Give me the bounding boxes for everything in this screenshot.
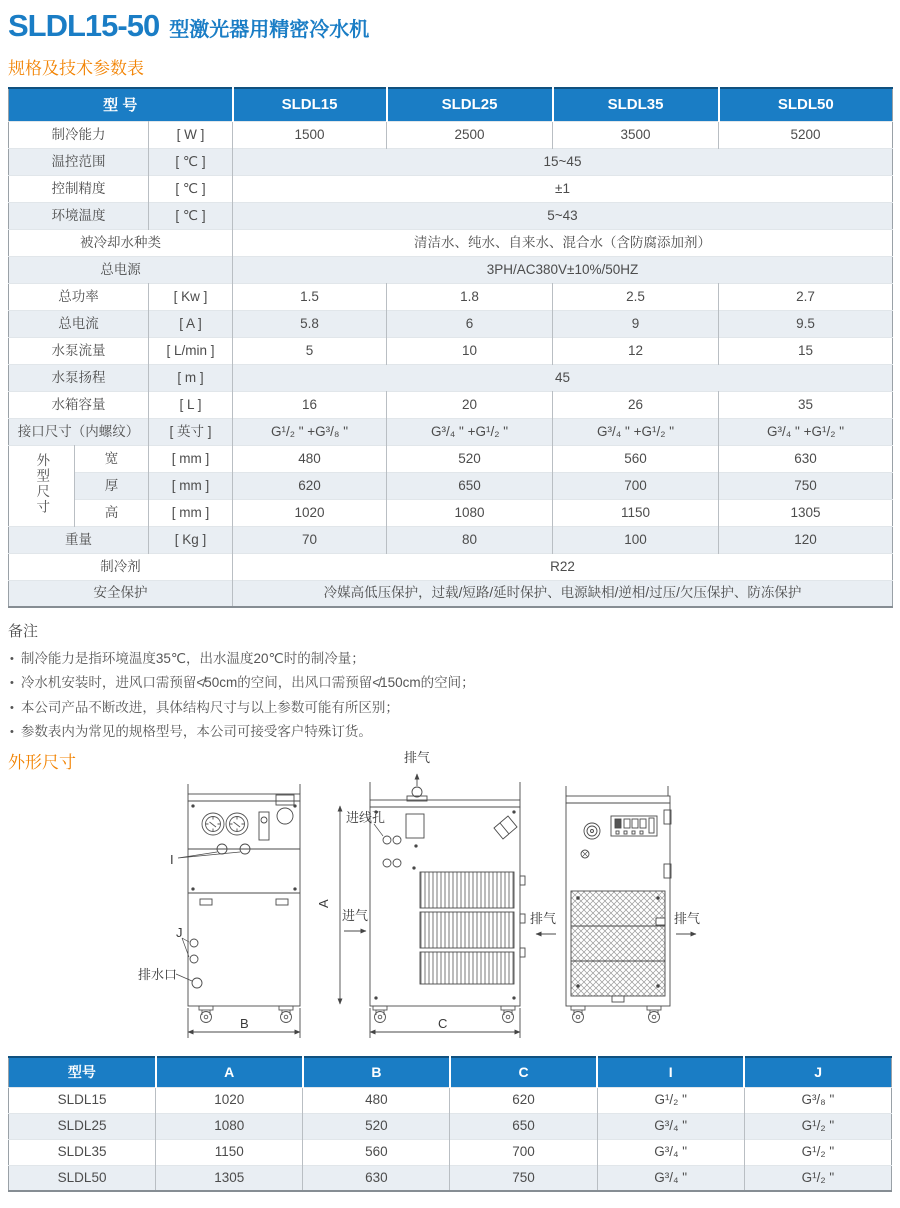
spec-param-label: 总电源 [9, 256, 233, 283]
spec-header-model: SLDL25 [387, 88, 553, 121]
exhaust-top-label: 排气 [404, 750, 431, 766]
dim-value-cell: G³/₈ " [744, 1087, 891, 1113]
dim-value-cell: G³/₄ " [597, 1165, 744, 1191]
spec-span-value: 3PH/AC380V±10%/50HZ [233, 256, 893, 283]
dim-header-cell: I [597, 1057, 744, 1087]
dim-value-cell: 1080 [156, 1113, 303, 1139]
dim-value-cell: 1305 [156, 1165, 303, 1191]
spec-section-title: 规格及技术参数表 [8, 59, 144, 78]
spec-value: 2500 [387, 121, 553, 148]
spec-unit: [ m ] [149, 364, 233, 391]
spec-value: 100 [553, 526, 719, 553]
intake-label: 进气 [342, 908, 369, 924]
spec-sub-label: 高 [75, 499, 149, 526]
spec-unit: [ mm ] [149, 499, 233, 526]
label-j: J [176, 925, 183, 941]
spec-param-label: 制冷能力 [9, 121, 149, 148]
spec-row [9, 445, 893, 472]
dim-model-cell: SLDL50 [9, 1165, 156, 1191]
spec-row [9, 148, 893, 175]
spec-sub-label: 厚 [75, 472, 149, 499]
cable-hole-label: 进线孔 [346, 810, 386, 826]
spec-unit: [ L/min ] [149, 337, 233, 364]
dim-row [9, 1113, 892, 1139]
spec-row [9, 418, 893, 445]
note-item: • 本公司产品不断改进，具体结构尺寸与以上参数可能有所区别； [8, 696, 892, 720]
outline-section [8, 746, 892, 1050]
spec-row [9, 499, 893, 526]
spec-value: G³/₄ " +G¹/₂ " [387, 418, 553, 445]
spec-header-model: SLDL50 [719, 88, 893, 121]
spec-row [9, 364, 893, 391]
dim-model-cell: SLDL35 [9, 1139, 156, 1165]
dim-c-label: C [438, 1016, 448, 1032]
spec-param-label: 水泵扬程 [9, 364, 149, 391]
spec-value: 620 [233, 472, 387, 499]
spec-row [9, 310, 893, 337]
spec-unit: [ W ] [149, 121, 233, 148]
spec-unit: [ Kg ] [149, 526, 233, 553]
spec-span-value: ±1 [233, 175, 893, 202]
notes-list [8, 647, 892, 744]
spec-value: 5200 [719, 121, 893, 148]
dim-value-cell: 560 [303, 1139, 450, 1165]
spec-value: 5.8 [233, 310, 387, 337]
spec-row [9, 229, 893, 256]
spec-row [9, 337, 893, 364]
exhaust-left-label: 排气 [530, 911, 557, 927]
spec-sub-label: 宽 [75, 445, 149, 472]
dim-value-cell: 520 [303, 1113, 450, 1139]
dim-header-cell: B [303, 1057, 450, 1087]
spec-unit: [ L ] [149, 391, 233, 418]
product-title-suffix: 型激光器用精密冷水机 [169, 19, 370, 41]
spec-value: 20 [387, 391, 553, 418]
outline-section-title: 外形尺寸 [8, 753, 76, 773]
spec-param-label: 安全保护 [9, 580, 233, 607]
notes-section [8, 620, 892, 744]
dim-header-cell: 型号 [9, 1057, 156, 1087]
spec-row [9, 175, 893, 202]
spec-header-model: SLDL35 [553, 88, 719, 121]
dim-header-cell: C [450, 1057, 597, 1087]
spec-param-label: 制冷剂 [9, 553, 233, 580]
spec-value: 2.7 [719, 283, 893, 310]
dim-value-cell: 750 [450, 1165, 597, 1191]
outline-drawings [8, 746, 892, 1046]
dim-header-cell: A [156, 1057, 303, 1087]
spec-value: 1150 [553, 499, 719, 526]
spec-header-row [9, 88, 893, 121]
spec-value: 6 [387, 310, 553, 337]
spec-value: 10 [387, 337, 553, 364]
spec-param-label: 被冷却水种类 [9, 229, 233, 256]
spec-value: 560 [553, 445, 719, 472]
spec-span-value: 清洁水、纯水、自来水、混合水（含防腐添加剂） [233, 229, 893, 256]
product-model-title: SLDL15-50 [8, 8, 160, 43]
spec-value: 5 [233, 337, 387, 364]
spec-unit: [ 英寸 ] [149, 418, 233, 445]
spec-value: G¹/₂ " +G³/₈ " [233, 418, 387, 445]
spec-row [9, 391, 893, 418]
spec-row [9, 256, 893, 283]
note-item: • 冷水机安装时，进风口需预留≮50cm的空间，出风口需预留≮150cm的空间； [8, 671, 892, 695]
spec-span-value: 冷媒高低压保护，过载/短路/延时保护、电源缺相/逆相/过压/欠压保护、防冻保护 [233, 580, 893, 607]
spec-value: 1080 [387, 499, 553, 526]
spec-param-label: 水箱容量 [9, 391, 149, 418]
dim-value-cell: G³/₄ " [597, 1113, 744, 1139]
spec-value: G³/₄ " +G¹/₂ " [553, 418, 719, 445]
dim-value-cell: 700 [450, 1139, 597, 1165]
spec-unit: [ ℃ ] [149, 148, 233, 175]
spec-row [9, 202, 893, 229]
spec-row [9, 553, 893, 580]
spec-param-label: 总功率 [9, 283, 149, 310]
spec-span-value: 15~45 [233, 148, 893, 175]
spec-param-label: 重量 [9, 526, 149, 553]
spec-value: 120 [719, 526, 893, 553]
dim-value-cell: 1150 [156, 1139, 303, 1165]
spec-param-label: 控制精度 [9, 175, 149, 202]
spec-value: 3500 [553, 121, 719, 148]
label-i: I [170, 852, 174, 868]
spec-value: 650 [387, 472, 553, 499]
dim-header-row [9, 1057, 892, 1087]
dim-value-cell: G¹/₂ " [744, 1165, 891, 1191]
spec-value: 1.8 [387, 283, 553, 310]
dim-model-cell: SLDL15 [9, 1087, 156, 1113]
spec-value: 1305 [719, 499, 893, 526]
spec-value: 15 [719, 337, 893, 364]
spec-span-value: 5~43 [233, 202, 893, 229]
spec-value: 16 [233, 391, 387, 418]
dim-row [9, 1087, 892, 1113]
dim-value-cell: 620 [450, 1087, 597, 1113]
dim-b-label: B [240, 1016, 249, 1032]
spec-value: 12 [553, 337, 719, 364]
front-view-drawing [536, 786, 696, 1023]
dim-header-cell: J [744, 1057, 891, 1087]
spec-unit: [ ℃ ] [149, 202, 233, 229]
dimension-table [8, 1056, 892, 1192]
dim-value-cell: G¹/₂ " [597, 1087, 744, 1113]
spec-value: 70 [233, 526, 387, 553]
spec-unit: [ Kw ] [149, 283, 233, 310]
spec-header-model-label: 型 号 [9, 88, 233, 121]
spec-value: 26 [553, 391, 719, 418]
spec-span-value: 45 [233, 364, 893, 391]
spec-value: 630 [719, 445, 893, 472]
spec-param-label: 温控范围 [9, 148, 149, 175]
spec-value: 9 [553, 310, 719, 337]
spec-value: 1.5 [233, 283, 387, 310]
spec-value: G³/₄ " +G¹/₂ " [719, 418, 893, 445]
spec-value: 2.5 [553, 283, 719, 310]
spec-unit: [ mm ] [149, 472, 233, 499]
spec-span-value: R22 [233, 553, 893, 580]
spec-value: 1020 [233, 499, 387, 526]
back-view-drawing [176, 784, 300, 1038]
drain-label: 排水口 [138, 967, 178, 983]
spec-value: 35 [719, 391, 893, 418]
dim-value-cell: G¹/₂ " [744, 1139, 891, 1165]
spec-table [8, 87, 893, 608]
spec-value: 9.5 [719, 310, 893, 337]
note-item: • 参数表内为常见的规格型号，本公司可接受客户特殊订货。 [8, 720, 892, 744]
spec-value: 750 [719, 472, 893, 499]
spec-value: 520 [387, 445, 553, 472]
spec-unit: [ mm ] [149, 445, 233, 472]
spec-row [9, 121, 893, 148]
spec-value: 1500 [233, 121, 387, 148]
spec-param-label: 水泵流量 [9, 337, 149, 364]
dim-model-cell: SLDL25 [9, 1113, 156, 1139]
dim-value-cell: 630 [303, 1165, 450, 1191]
dim-row [9, 1139, 892, 1165]
spec-param-label: 环境温度 [9, 202, 149, 229]
exhaust-right-label: 排气 [674, 911, 701, 927]
spec-row [9, 526, 893, 553]
spec-value: 700 [553, 472, 719, 499]
spec-unit: [ ℃ ] [149, 175, 233, 202]
spec-header-model: SLDL15 [233, 88, 387, 121]
dim-value-cell: 480 [303, 1087, 450, 1113]
dim-value-cell: 650 [450, 1113, 597, 1139]
spec-row [9, 283, 893, 310]
spec-param-label: 总电流 [9, 310, 149, 337]
spec-value: 480 [233, 445, 387, 472]
spec-row [9, 472, 893, 499]
dim-a-label: A [316, 899, 331, 909]
spec-group-label-text: 外型尺寸 [34, 452, 50, 515]
spec-unit: [ A ] [149, 310, 233, 337]
spec-row [9, 580, 893, 607]
spec-value: 80 [387, 526, 553, 553]
spec-group-label [9, 445, 75, 526]
notes-title: 备注 [8, 623, 39, 640]
dim-row [9, 1165, 892, 1191]
spec-param-label: 接口尺寸（内螺纹） [9, 418, 149, 445]
note-item: • 制冷能力是指环境温度35℃，出水温度20℃时的制冷量； [8, 647, 892, 671]
dim-value-cell: G¹/₂ " [744, 1113, 891, 1139]
dim-value-cell: 1020 [156, 1087, 303, 1113]
page-title [8, 8, 892, 44]
dim-value-cell: G³/₄ " [597, 1139, 744, 1165]
